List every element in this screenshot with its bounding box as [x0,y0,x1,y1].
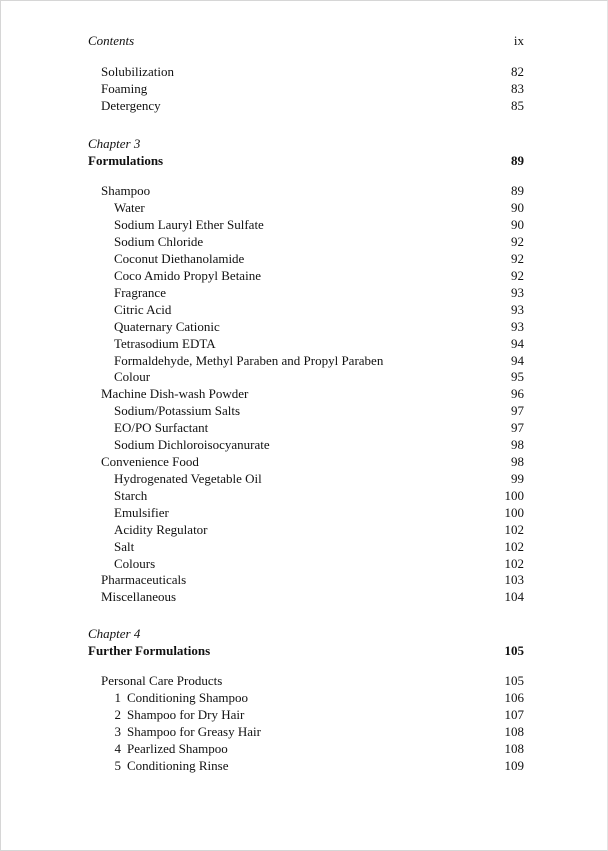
toc-entry: Shampoo 89 [101,183,524,198]
toc-entry: Foaming 83 [101,81,524,96]
chapter-3-title: Formulations 89 [88,153,524,168]
toc-subentry: Fragrance 93 [114,285,524,300]
toc-entry: Personal Care Products 105 [101,673,524,688]
toc-subentry: Colour 95 [114,369,524,384]
toc-entry: Detergency 85 [101,98,524,113]
toc-entry: Solubilization 82 [101,64,524,79]
toc-subentry: Citric Acid 93 [114,302,524,317]
toc-subentry: Sodium Dichloroisocyanurate 98 [114,437,524,452]
toc-subentry: Colours 102 [114,556,524,571]
chapter-3-label: Chapter 3 [88,136,141,151]
toc-entry: Convenience Food 98 [101,454,524,469]
toc-subentry: Hydrogenated Vegetable Oil 99 [114,471,524,486]
header-page-number: ix [513,33,524,48]
toc-numbered-entry: 4 Pearlized Shampoo 108 [114,741,524,756]
toc-subentry: Sodium Chloride 92 [114,234,524,249]
toc-numbered-entry: 5 Conditioning Rinse 109 [114,758,524,773]
toc-numbered-entry: 2 Shampoo for Dry Hair 107 [114,707,524,722]
toc-subentry: Salt 102 [114,539,524,554]
toc-subentry: Sodium/Potassium Salts 97 [114,403,524,418]
toc-entry: Machine Dish-wash Powder 96 [101,386,524,401]
toc-subentry: Formaldehyde, Methyl Paraben and Propyl Paraben 94 [114,353,524,368]
toc-subentry: Tetrasodium EDTA 94 [114,336,524,351]
header-title: Contents [88,33,135,48]
toc-subentry: Sodium Lauryl Ether Sulfate 90 [114,217,524,232]
toc-numbered-entry: 3 Shampoo for Greasy Hair 108 [114,724,524,739]
toc-subentry: Quaternary Cationic 93 [114,319,524,334]
toc-entry: Pharmaceuticals 103 [101,572,524,587]
toc-numbered-entry: 1 Conditioning Shampoo 106 [114,690,524,705]
toc-subentry: Water 90 [114,200,524,215]
toc-subentry: Emulsifier 100 [114,505,524,520]
chapter-4-title: Further Formulations 105 [88,643,524,658]
toc-entry: Miscellaneous 104 [101,589,524,604]
running-header [88,33,524,51]
toc-subentry: Acidity Regulator 102 [114,522,524,537]
toc-subentry: Coco Amido Propyl Betaine 92 [114,268,524,283]
chapter-4-label: Chapter 4 [88,626,141,641]
toc-subentry: EO/PO Surfactant 97 [114,420,524,435]
toc-subentry: Coconut Diethanolamide 92 [114,251,524,266]
toc-subentry: Starch 100 [114,488,524,503]
